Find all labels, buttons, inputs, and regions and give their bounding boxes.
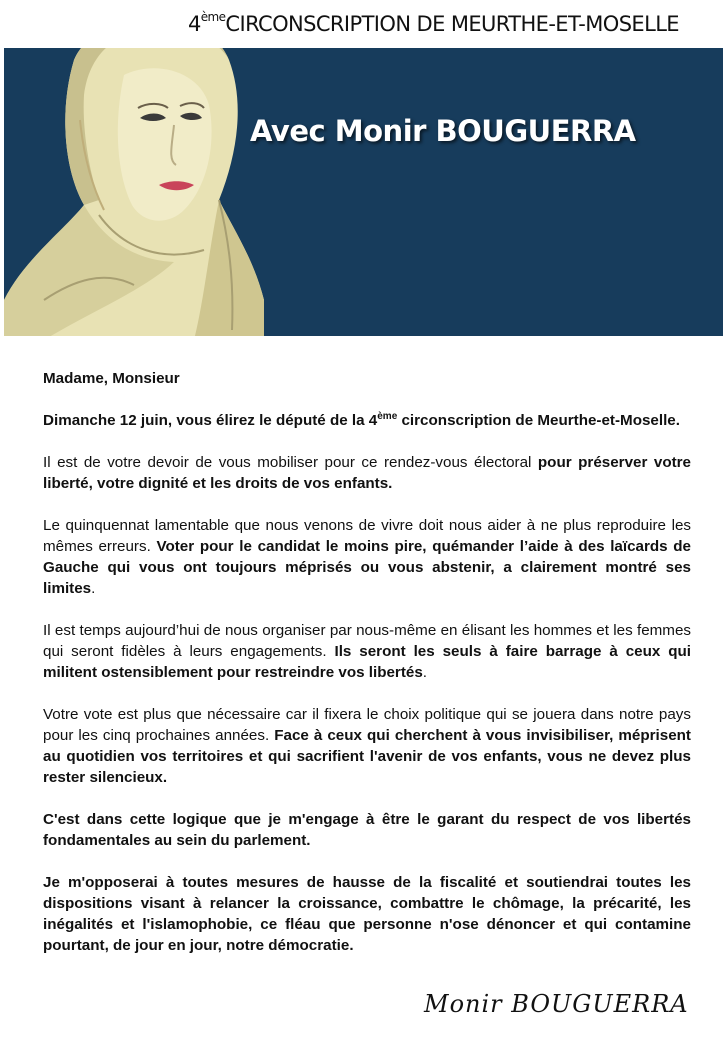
campaign-banner bbox=[4, 48, 723, 336]
banner-heading: Avec Monir BOUGUERRA bbox=[250, 114, 636, 148]
letter-paragraph-1 bbox=[43, 410, 691, 431]
paragraph-1-text: Dimanche 12 juin, vous élirez le député de la 4ème circonscription de Meurthe-et-Moselle. bbox=[43, 411, 680, 429]
constituency-ordinal: 4 bbox=[188, 12, 201, 36]
greeting-text: Madame, Monsieur bbox=[43, 370, 180, 387]
letter-paragraph-3: Le quinquennat lamentable que nous venons de vivre doit nous aider à ne plus reproduire les mêmes erreurs. Voter pour le candidat le moins pire, quémander l’aide à des laïcards de Gauche qui vous ont toujours méprisés ou vous abstenir, a clairement montré ses limites. bbox=[43, 517, 691, 597]
letter-paragraph-7: Je m'opposerai à toutes mesures de hausse de la fiscalité et soutiendrai toutes les dispositions visant à relancer la croissance, combattre le chômage, la précarité, les inégalités et l'islamophobie, ce fléau que personne n'ose dénoncer et qui contamine pourtant, de jour en jour, notre démocratie. bbox=[43, 874, 691, 954]
letter-greeting bbox=[43, 368, 691, 389]
letter-paragraph-6: C'est dans cette logique que je m'engage à être le garant du respect de vos libertés fondamentales au sein du parlement. bbox=[43, 811, 691, 849]
letter-paragraph-2: Il est de votre devoir de vous mobiliser pour ce rendez-vous électoral pour préserver votre liberté, votre dignité et les droits de vos enfants. bbox=[43, 454, 692, 492]
letter-body bbox=[43, 368, 691, 977]
signature: Monir BOUGUERRA bbox=[424, 990, 689, 1018]
candidate-portrait bbox=[4, 48, 264, 336]
letter-paragraph-5: Votre vote est plus que nécessaire car il fixera le choix politique qui se jouera dans notre pays pour les cinq prochaines années. Face à ceux qui cherchent à vous invisibiliser, méprisent au quotidien vos territoires et qui sacrifient l'avenir de vos enfants, vous ne devez plus rester silencieux. bbox=[43, 706, 691, 786]
constituency-title bbox=[188, 10, 723, 36]
letter-paragraph-4: Il est temps aujourd’hui de nous organiser par nous-même en élisant les hommes et les femmes qui seront fidèles à leurs engagements. Ils seront les seuls à faire barrage à ceux qui militent ostensiblement pour restreindre vos libertés. bbox=[43, 622, 691, 681]
constituency-name: CIRCONSCRIPTION DE MEURTHE-ET-MOSELLE bbox=[225, 12, 679, 36]
constituency-ordinal-suffix: ème bbox=[200, 10, 226, 24]
